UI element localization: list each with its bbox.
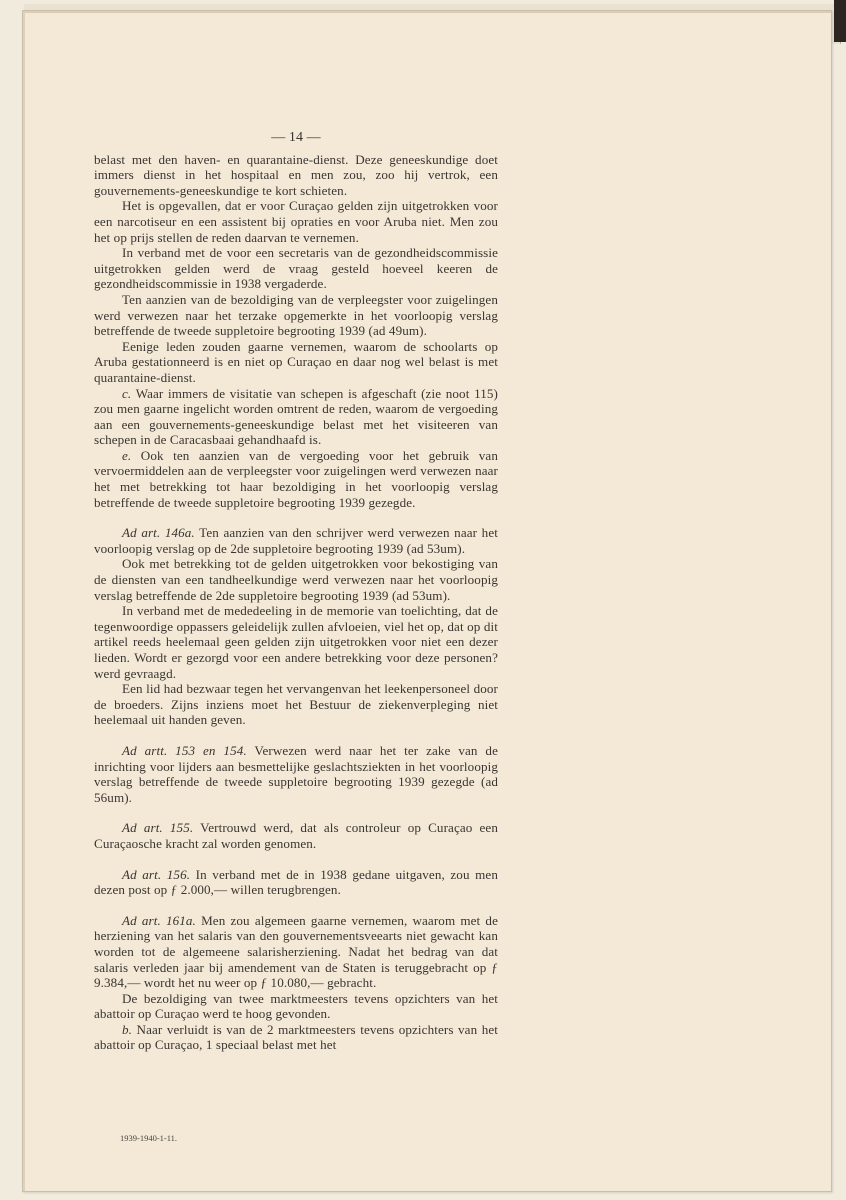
text-column: [94, 130, 498, 1053]
paragraph-text: Men zou algemeen gaarne vernemen, waarom met de herziening van het salaris van den gouvernementsveearts niet gewacht kan worden tot de algemeene salarisherziening. Nadat het bedrag van dat salaris verleden jaar bij amendement van de Staten is teruggebracht op ƒ 9.384,— wordt het nu weer op ƒ 10.080,— gebracht.: [94, 912, 498, 991]
page-number: — 14 —: [271, 130, 321, 145]
paragraph: [94, 867, 498, 898]
paragraph-text: Eenige leden zouden gaarne vernemen, waarom de schoolarts op Aruba gestationneerd is en niet op Curaçao en daar nog wel belast is met quarantaine-dienst.: [94, 338, 498, 385]
paragraph-text: In verband met de mededeeling in de memorie van toelichting, dat de tegenwoordige oppassers geleidelijk zullen afvloeien, viel het op, dat op dit artikel reeds heelemaal geen gelden zijn uitgetrokken voor niet een dezer lieden. Wordt er gezorgd voor een andere betrekking voor deze personen? werd gevraagd.: [94, 603, 498, 681]
paragraph-text: Ook ten aanzien van de vergoeding voor het gebruik van vervoermiddelen aan de verpleegster voor zuigelingen werd verwezen naar het met betrekking tot haar bezoldiging in het voorloopig verslag betreffende de tweede suppletoire begrooting 1939 gezegde.: [94, 447, 498, 510]
paragraph: [94, 386, 498, 448]
paragraph-text: In verband met de voor een secretaris van de gezondheidscommissie uitgetrokken gelden werd de vraag gesteld hoeveel keeren de gezondheidscommissie in 1938 vergaderde.: [94, 245, 498, 292]
paragraph: [94, 556, 498, 603]
section-gap: [94, 852, 498, 867]
paragraph-text: Vertrouwd werd, dat als controleur op Curaçao een Curaçaosche kracht zal worden genomen.: [94, 820, 498, 851]
article-label: Ad art. 161a.: [122, 912, 196, 928]
paragraph: [94, 198, 498, 245]
paragraph: [94, 603, 498, 681]
paragraph: [94, 525, 498, 556]
scan-dark-edge: [834, 0, 846, 42]
paragraph-text: Ook met betrekking tot de gelden uitgetrokken voor bekostiging van de diensten van een tandheelkundige werd verwezen naar het voorloopig verslag betreffende de 2de suppletoire begrooting 1939 (ad 53um).: [94, 556, 498, 603]
page-top-edge: [23, 11, 831, 13]
paragraph: [94, 448, 498, 510]
paragraph: [94, 245, 498, 292]
paragraph-text: Ten aanzien van den schrijver werd verwezen naar het voorloopig verslag op de 2de suppletoire begrooting 1939 (ad 53um).: [94, 525, 498, 556]
article-label: e.: [122, 447, 132, 463]
paragraph: [94, 820, 498, 851]
paragraph: [94, 339, 498, 386]
article-label: Ad artt. 153 en 154.: [122, 742, 247, 758]
paragraph-text: De bezoldiging van twee marktmeesters tevens opzichters van het abattoir op Curaçao werd te hoog gevonden.: [94, 990, 498, 1022]
article-label: Ad art. 146a.: [122, 525, 195, 541]
paragraph-text: Ten aanzien van de bezoldiging van de verpleegster voor zuigelingen werd verwezen naar het terzake opgemerkte in het voorloopig verslag betreffende de tweede suppletoire begrooting 1939 (ad 49um).: [94, 291, 498, 339]
paragraph-text: Waar immers de visitatie van schepen is afgeschaft (zie noot 115) zou men gaarne ingelicht worden omtrent de reden, waarom de vergoeding aan een gouvernements-geneeskundige belast met het visiteeren van schepen in de Caracasbaai gehandhaafd is.: [94, 385, 498, 448]
section-gap: [94, 898, 498, 913]
article-label: Ad art. 155.: [122, 820, 194, 836]
paragraph-text: In verband met de in 1938 gedane uitgaven, zou men dezen post op ƒ 2.000,— willen terugbrengen.: [94, 866, 498, 898]
paragraph: [94, 913, 498, 991]
body-text: [94, 152, 498, 1053]
paragraph: [94, 743, 498, 805]
paragraph-text: Het is opgevallen, dat er voor Curaçao gelden zijn uitgetrokken voor een narcotiseur en een assistent bij opraties en voor Aruba niet. Men zou het op prijs stellen de reden daarvan te vernemen.: [94, 198, 498, 245]
paragraph: [94, 1022, 498, 1053]
article-label: b.: [122, 1021, 133, 1037]
paragraph: [94, 681, 498, 728]
paragraph: [94, 152, 498, 199]
article-label: c.: [122, 385, 132, 401]
paragraph-text: Een lid had bezwaar tegen het vervangenvan het leekenpersoneel door de broeders. Zijns inziens moet het Bestuur de ziekenverpleging niet heelemaal uit handen geven.: [94, 681, 498, 728]
paragraph-text: belast met den haven- en quarantaine-dienst. Deze geneeskundige doet immers dienst in het hospitaal en men zou, zoo hij vertrok, een gouvernements-geneeskundige te kort schieten.: [94, 151, 498, 198]
article-label: Ad art. 156.: [122, 866, 191, 882]
paragraph: [94, 991, 498, 1022]
section-gap: [94, 728, 498, 743]
footer-code: 1939-1940-1-11.: [120, 1133, 178, 1143]
section-gap: [94, 805, 498, 820]
paragraph-text: Verwezen werd naar het ter zake van de inrichting voor lijders aan besmettelijke geslachtsziekten in het voorloopig verslag betreffende de tweede suppletoire begrooting 1939 gezegde (ad 56um).: [94, 742, 498, 805]
page-left-edge: [23, 11, 25, 1191]
paragraph-text: Naar verluidt is van de 2 marktmeesters tevens opzichters van het abattoir op Curaçao, 1 speciaal belast met het: [94, 1021, 498, 1053]
paragraph: [94, 292, 498, 339]
section-gap: [94, 510, 498, 525]
